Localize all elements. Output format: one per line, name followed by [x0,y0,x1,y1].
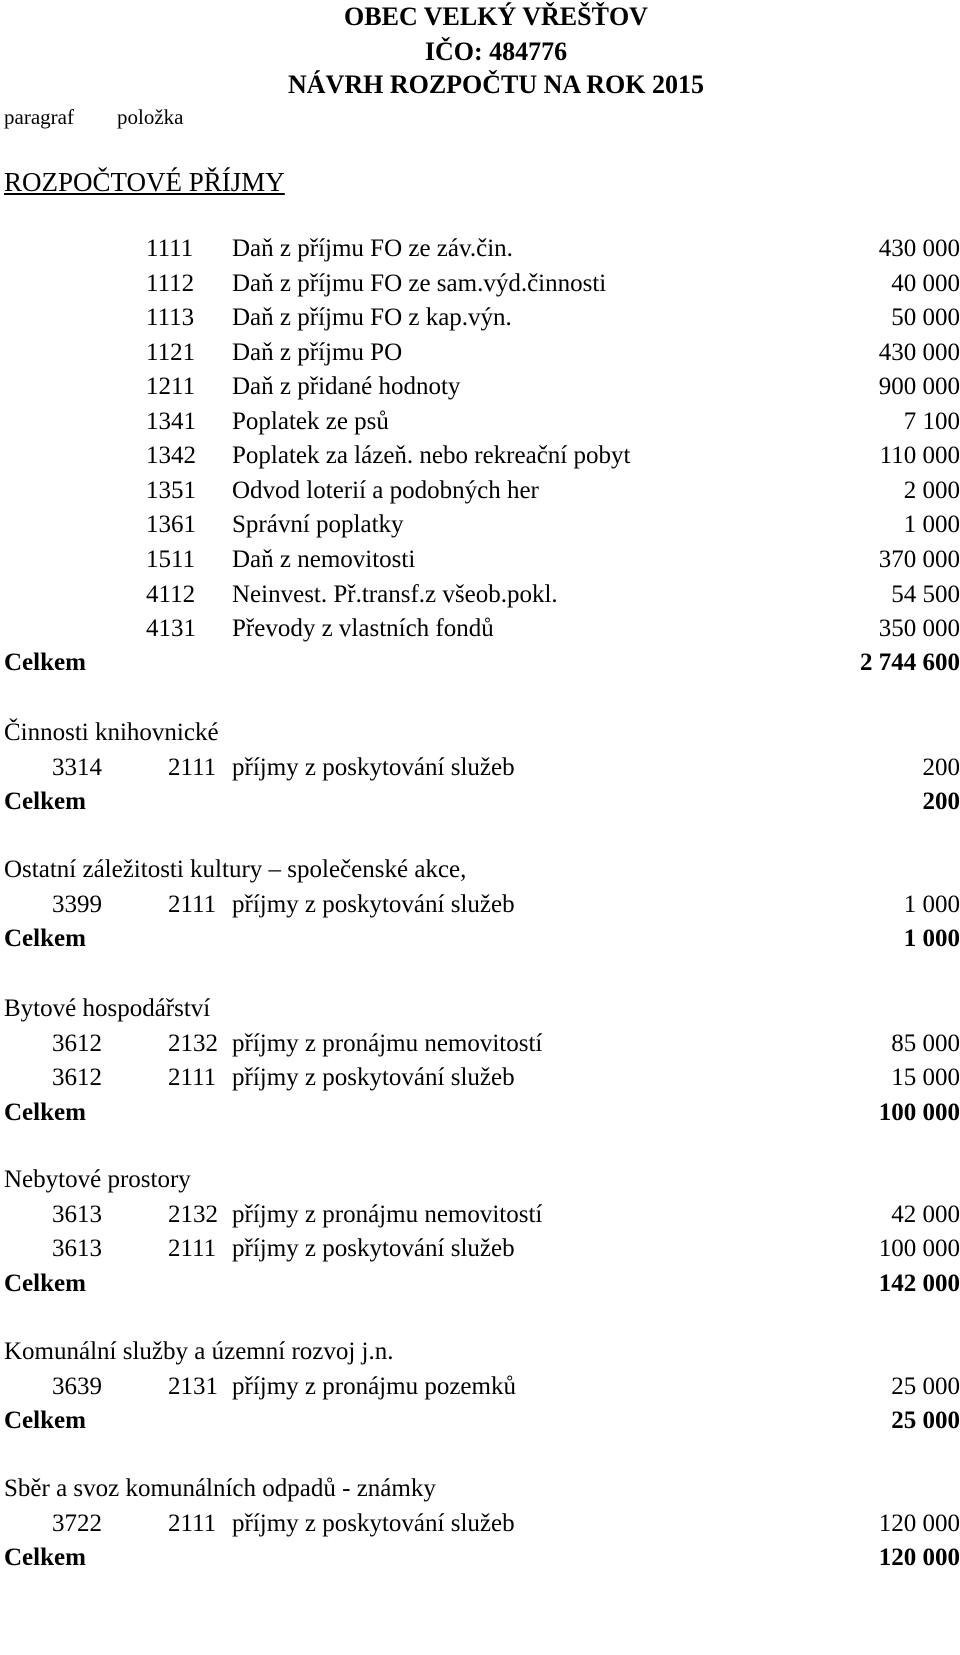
tax-row [0,303,960,333]
section-heading [0,718,960,748]
row-amount: 85 000 [891,1029,960,1057]
row-name: příjmy z poskytování služeb [232,1509,515,1537]
polozka-code: 2131 [168,1372,218,1400]
section-title: Komunální služby a územní rozvoj j.n. [4,1338,394,1365]
tax-row [0,476,960,506]
item-code: 1342 [146,442,196,470]
section-title: Sběr a svoz komunálních odpadů - známky [4,1475,436,1502]
section-row [0,1509,960,1539]
section-total-row [0,787,960,817]
polozka-code: 2111 [168,1235,217,1262]
item-name: Odvod loterií a podobných her [232,476,539,504]
section-heading [0,1474,960,1504]
item-amount: 900 000 [878,373,960,401]
tax-row [0,234,960,264]
item-amount: 110 000 [879,442,960,470]
row-amount: 42 000 [891,1200,960,1228]
total-amount: 142 000 [878,1269,960,1297]
item-name: Daň z příjmu FO ze záv.čin. [232,235,513,262]
section-heading [0,1337,960,1367]
paragraf-code: 3639 [52,1372,102,1400]
item-amount: 350 000 [878,615,960,643]
total-amount: 2 744 600 [860,649,960,676]
section-row [0,1029,960,1059]
item-code: 1361 [146,511,196,539]
tax-total-row [0,648,960,678]
paragraf-code: 3399 [52,890,102,918]
polozka-code: 2111 [168,753,217,781]
item-amount: 54 500 [891,580,960,608]
item-name: Převody z vlastních fondů [232,615,494,643]
section-total-row [0,1098,960,1128]
item-amount: 50 000 [891,304,960,332]
item-code: 1211 [146,373,196,401]
row-amount: 15 000 [891,1064,960,1091]
section-row [0,890,960,920]
total-amount: 200 [922,788,960,815]
section-title: Činnosti knihovnické [4,719,219,746]
polozka-code: 2111 [168,1064,217,1091]
paragraf-code: 3613 [52,1200,102,1228]
section-row [0,1200,960,1230]
item-code: 1341 [146,407,196,435]
column-header-paragraf: paragraf [4,105,74,129]
total-amount: 120 000 [878,1544,960,1571]
item-code: 4131 [146,615,196,643]
item-amount: 1 000 [903,511,960,539]
tax-row [0,338,960,368]
paragraf-code: 3613 [52,1235,102,1262]
row-amount: 120 000 [878,1509,960,1537]
tax-row [0,372,960,402]
ico-line: IČO: 484776 [424,37,568,66]
item-name: Daň z nemovitosti [232,545,416,573]
section-row [0,1372,960,1402]
total-label: Celkem [4,1407,86,1434]
section-title: Ostatní záležitosti kultury – společenské akce, [4,856,467,883]
item-name: Daň z příjmu FO z kap.výn. [232,304,512,332]
total-label: Celkem [4,1544,86,1571]
polozka-code: 2132 [168,1029,218,1057]
tax-row [0,407,960,437]
row-amount: 1 000 [903,890,960,918]
item-amount: 40 000 [891,269,960,297]
income-heading: ROZPOČTOVÉ PŘÍJMY [4,167,285,197]
row-name: příjmy z poskytování služeb [232,753,515,781]
total-label: Celkem [4,1269,86,1297]
section-heading [0,994,960,1024]
tax-row [0,580,960,610]
polozka-code: 2132 [168,1200,218,1228]
section-total-row [0,1543,960,1573]
section-row [0,1063,960,1093]
item-name: Daň z příjmu FO ze sam.výd.činnosti [232,269,607,297]
section-total-row [0,1269,960,1299]
item-code: 1121 [146,338,196,366]
section-title: Nebytové prostory [4,1166,191,1193]
paragraf-code: 3612 [52,1064,102,1091]
row-name: příjmy z poskytování služeb [232,890,515,918]
tax-row [0,269,960,299]
section-total-row [0,1406,960,1436]
paragraf-code: 3722 [52,1509,102,1537]
paragraf-code: 3314 [52,753,102,781]
row-name: příjmy z pronájmu nemovitostí [232,1029,543,1057]
item-name: Poplatek za lázeň. nebo rekreační pobyt [232,442,631,470]
row-name: příjmy z poskytování služeb [232,1064,515,1091]
document-title: NÁVRH ROZPOČTU NA ROK 2015 [287,70,704,99]
item-amount: 430 000 [878,338,960,366]
row-name: příjmy z pronájmu nemovitostí [232,1200,543,1228]
total-label: Celkem [4,925,86,952]
total-amount: 25 000 [891,1407,960,1434]
total-label: Celkem [4,1098,86,1126]
tax-row [0,545,960,575]
item-code: 1112 [146,269,195,297]
row-name: příjmy z pronájmu pozemků [232,1372,516,1400]
item-name: Správní poplatky [232,511,404,539]
item-name: Daň z přidané hodnoty [232,373,461,401]
tax-row [0,441,960,471]
section-row [0,753,960,783]
row-amount: 25 000 [891,1372,960,1400]
total-amount: 1 000 [903,925,960,952]
item-code: 1351 [146,476,196,504]
column-header-polozka: položka [117,105,184,129]
item-code: 1111 [146,235,194,262]
item-name: Poplatek ze psů [232,407,389,435]
tax-row [0,510,960,540]
total-label: Celkem [4,788,86,815]
total-label: Celkem [4,649,86,676]
item-name: Neinvest. Př.transf.z všeob.pokl. [232,580,558,608]
item-amount: 2 000 [903,476,960,504]
item-amount: 430 000 [878,235,960,262]
paragraf-code: 3612 [52,1029,102,1057]
total-amount: 100 000 [878,1098,960,1126]
item-amount: 370 000 [878,545,960,573]
item-name: Daň z příjmu PO [232,338,403,366]
item-code: 1113 [146,304,195,332]
item-code: 4112 [146,580,196,608]
tax-row [0,614,960,644]
row-name: příjmy z poskytování služeb [232,1235,515,1262]
section-heading [0,1165,960,1195]
municipality-title: OBEC VELKÝ VŘEŠŤOV [344,2,648,31]
row-amount: 100 000 [878,1235,960,1262]
polozka-code: 2111 [168,890,217,918]
item-amount: 7 100 [903,407,960,435]
row-amount: 200 [922,753,960,781]
polozka-code: 2111 [168,1509,217,1537]
section-total-row [0,924,960,954]
section-heading [0,855,960,885]
item-code: 1511 [146,545,196,573]
section-row [0,1234,960,1264]
section-title: Bytové hospodářství [4,995,211,1022]
